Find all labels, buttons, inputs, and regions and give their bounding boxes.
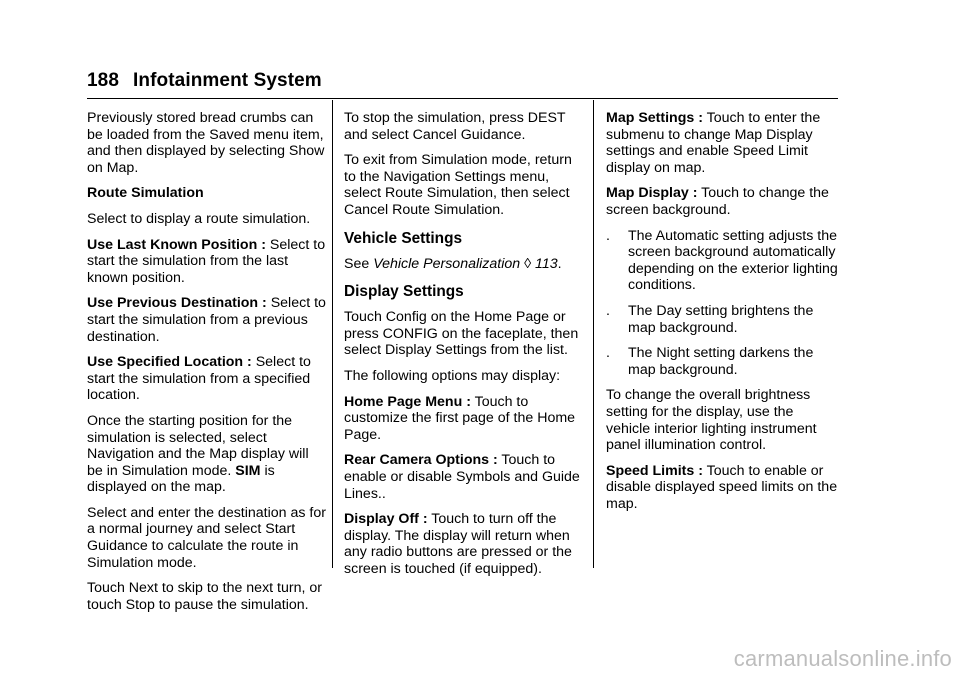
bullet-mark: . [606, 302, 610, 319]
option-label: Home Page Menu : [344, 393, 471, 410]
option-map-display [606, 185, 840, 218]
option-label: Display Off : [344, 511, 428, 528]
option-label: Use Previous Destination : [87, 295, 267, 312]
option-label: Use Specified Location : [87, 354, 252, 371]
paragraph: Select and enter the destination as for a normal journey and select Start Guidance to calculate the route in Simulation mode. [87, 504, 326, 571]
option-text: Select to start the simulation from a specified location. [87, 354, 311, 404]
paragraph: Select to display a route simulation. [87, 210, 311, 227]
section-title: Infotainment System [133, 70, 322, 91]
column-2 [344, 110, 582, 586]
bullet-mark: . [606, 345, 610, 362]
option-text: Touch to enable or disable Symbols and Guide Lines.. [344, 452, 580, 502]
paragraph: Previously stored bread crumbs can be loaded from the Saved menu item, and then displayed by selecting Show on Map. [87, 110, 325, 176]
display-settings-heading: Display Settings [344, 283, 464, 301]
cross-reference: See Vehicle Personalization ◊ 113. [344, 255, 562, 272]
paragraph: Once the starting position for the simulation is selected, select Navigation and the Map display will be in Simulation mode. SIM is displayed on the map. [87, 412, 309, 496]
bullet-mark: . [606, 227, 610, 244]
option-text: Select to start the simulation from a previous destination. [87, 295, 326, 345]
option-label: Rear Camera Options : [344, 452, 498, 469]
header-rule [87, 98, 838, 99]
column-1 [87, 110, 327, 622]
paragraph: To change the overall brightness setting for the display, use the vehicle interior lighting instrument panel illumination control. [606, 387, 817, 454]
column-3 [606, 110, 840, 521]
option-specified-location [87, 354, 327, 404]
list-item: . The Night setting darkens the map background. [606, 345, 814, 378]
page-reference-icon: ◊ [520, 255, 536, 272]
option-text: Touch to enter the submenu to change Map Display settings and enable Speed Limit display on map. [606, 110, 821, 176]
column-divider-2 [593, 100, 594, 568]
option-home-page-menu [344, 394, 582, 444]
sim-indicator: SIM [235, 462, 261, 479]
option-text: Touch to turn off the display. The display will return when any radio buttons are pressed or the screen is touched (if equipped). [344, 511, 572, 577]
page-number: 188 [87, 70, 120, 91]
option-map-settings [606, 110, 840, 176]
option-previous-destination [87, 295, 327, 345]
list-item: . The Day setting brightens the map background. [606, 302, 814, 336]
option-text: Touch to customize the first page of the Home Page. [344, 393, 576, 443]
option-text: Touch to change the screen background. [606, 185, 829, 218]
option-label: Speed Limits : [606, 462, 703, 479]
paragraph: Touch Next to skip to the next turn, or touch Stop to pause the simulation. [87, 580, 322, 613]
paragraph: To stop the simulation, press DEST and select Cancel Guidance. [344, 110, 566, 143]
list-item: . The Automatic setting adjusts the screen background automatically depending on the exterior lighting conditions. [606, 227, 838, 294]
vehicle-settings-heading: Vehicle Settings [344, 229, 463, 247]
paragraph: To exit from Simulation mode, return to the Navigation Settings menu, select Route Simulation, then select Cancel Route Simulation. [344, 152, 572, 218]
route-simulation-heading: Route Simulation [87, 185, 204, 202]
reference-page[interactable]: 113 [535, 255, 558, 272]
column-divider-1 [332, 100, 333, 568]
option-rear-camera [344, 452, 582, 502]
option-label: Use Last Known Position : [87, 236, 266, 253]
watermark: carmanualsonline.info [733, 646, 952, 671]
option-text: Select to start the simulation from the last known position. [87, 236, 326, 286]
option-display-off [344, 511, 582, 577]
page-header [87, 70, 322, 92]
reference-link[interactable]: Vehicle Personalization [373, 255, 521, 272]
option-speed-limits [606, 463, 840, 513]
paragraph: Touch Config on the Home Page or press CONFIG on the faceplate, then select Display Settings from the list. [344, 309, 579, 359]
option-last-known-position [87, 237, 327, 287]
option-label: Map Settings : [606, 110, 703, 126]
option-text: Touch to enable or disable displayed speed limits on the map. [606, 462, 838, 512]
option-label: Map Display : [606, 185, 698, 202]
paragraph: The following options may display: [344, 367, 561, 384]
